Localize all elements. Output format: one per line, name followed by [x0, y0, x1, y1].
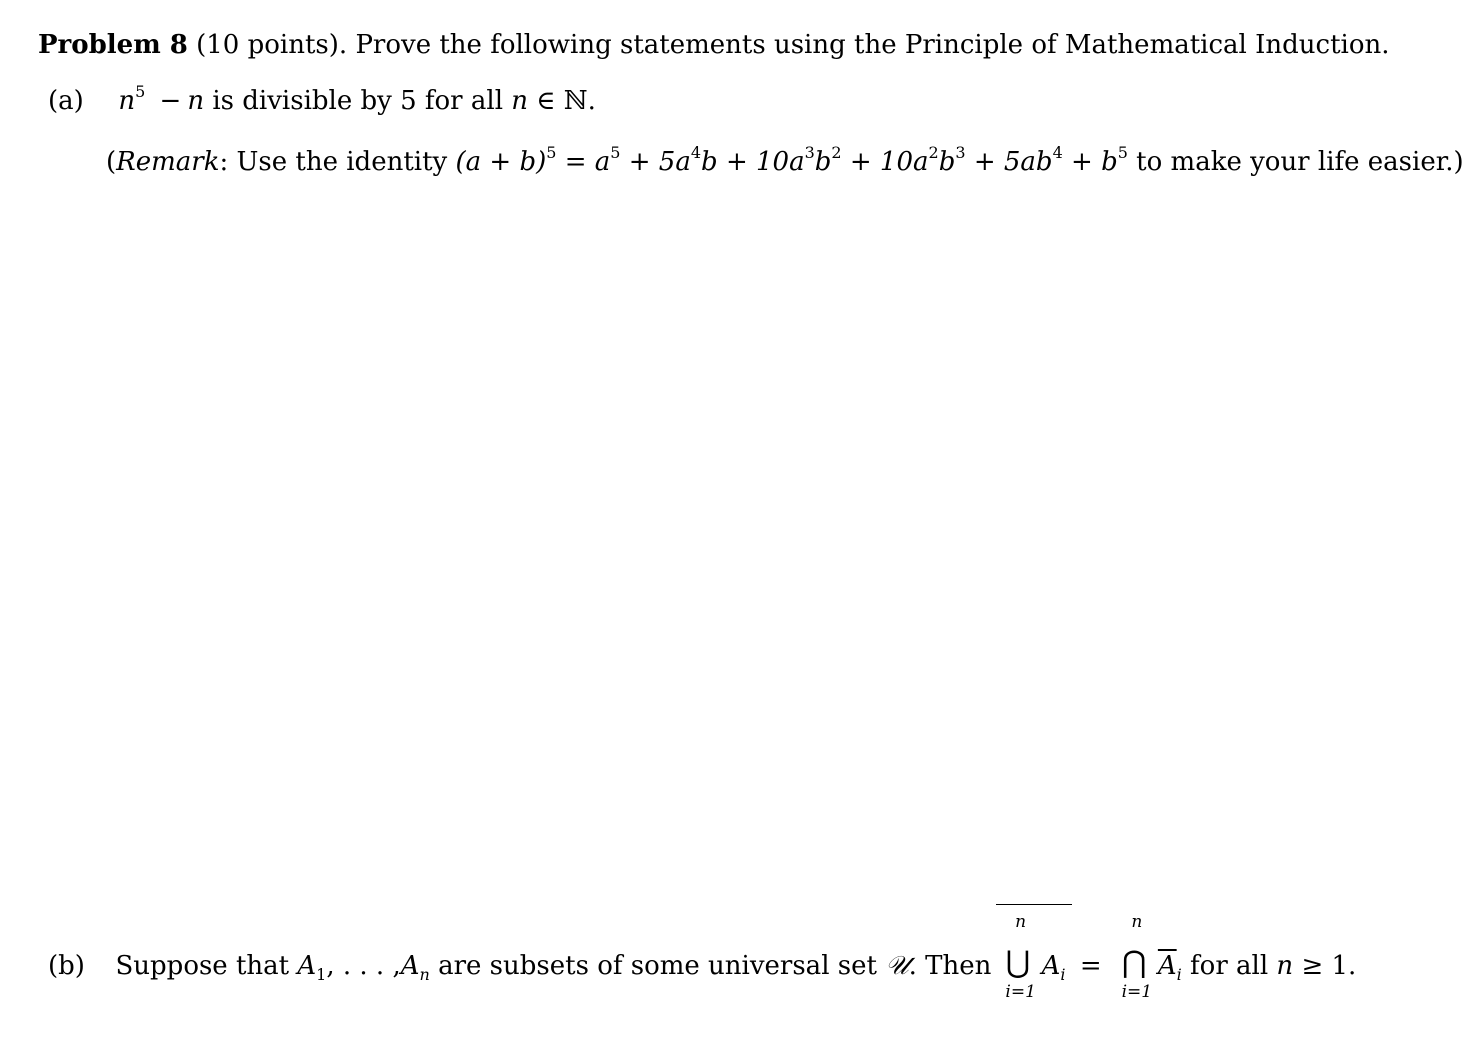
set-A: A — [297, 951, 317, 981]
exponent: 3 — [804, 143, 815, 162]
part-b-text: are subsets of some universal set — [438, 951, 877, 981]
problem-heading — [38, 32, 1390, 58]
part-b-statement — [48, 912, 1357, 1002]
exponent: 2 — [928, 143, 939, 162]
identity-term: b + 10a — [701, 147, 805, 177]
complement-bar — [996, 904, 1072, 905]
geq-one: ≥ 1. — [1301, 951, 1357, 981]
part-b-label: (b) — [48, 951, 85, 981]
identity-term: + b — [1071, 147, 1118, 177]
statement-text: is divisible by 5 for all — [212, 86, 504, 116]
exponent: 5 — [1117, 143, 1128, 162]
big-intersection-operator — [1120, 912, 1154, 1002]
intersection-symbol: ⋂ — [1121, 945, 1147, 980]
universal-set-symbol: 𝒰 — [885, 951, 909, 981]
exponent: 3 — [955, 143, 966, 162]
part-b-text: for all — [1190, 951, 1269, 981]
set-A-complement: $\overline{A}$ — [1157, 951, 1177, 981]
var-n: n — [187, 86, 205, 116]
identity-term: + 10a — [849, 147, 929, 177]
exponent: 5 — [546, 143, 557, 162]
ellipsis: , . . . , — [326, 951, 401, 981]
part-b-text: . Then — [908, 951, 992, 981]
subscript: n — [419, 965, 430, 984]
upper-limit: n — [1131, 912, 1143, 932]
remark-paren: ( — [106, 147, 117, 177]
exponent: 5 — [135, 82, 146, 101]
remark-tail: to make your life easier.) — [1136, 147, 1464, 177]
subscript: i — [1176, 965, 1182, 984]
identity-term: b — [938, 147, 956, 177]
identity-term: a — [594, 147, 611, 177]
var-n: n — [118, 86, 136, 116]
upper-limit: n — [1015, 912, 1027, 932]
part-a-label: (a) — [48, 86, 84, 116]
naturals-symbol: ℕ. — [563, 86, 596, 116]
identity-lhs: (a + b) — [455, 147, 547, 177]
equals-sign: = — [1079, 951, 1102, 981]
set-A: A — [1041, 951, 1061, 981]
part-a-statement — [48, 82, 596, 116]
problem-instruction: Prove the following statements using the Principle of Mathematical Induction. — [355, 30, 1390, 60]
minus-sign: − — [159, 86, 182, 116]
union-symbol: ⋃ — [1005, 945, 1031, 980]
exponent: 4 — [690, 143, 702, 162]
part-a-remark: (Remark: Use the identity $(a + b)^5 = a^5 + 5a^4b + 10a^3b^2 + 10a^2b^3 + 5ab^4 + b^5$ to make your life easier.) — [106, 143, 1464, 177]
subscript: 1 — [316, 965, 327, 984]
problem-title: Problem 8 — [38, 30, 188, 60]
part-b-text: Suppose that — [115, 951, 290, 981]
var-n: n — [511, 86, 529, 116]
big-union-operator — [1004, 912, 1038, 1002]
exponent: 5 — [610, 143, 621, 162]
var-n: n — [1276, 951, 1294, 981]
remark-word: Remark — [116, 147, 220, 177]
complement-of-union — [1000, 912, 1066, 1002]
exponent: 4 — [1052, 143, 1063, 162]
element-of-symbol: ∈ — [536, 86, 556, 116]
identity-term: + 5ab — [973, 147, 1053, 177]
subscript: i — [1060, 965, 1066, 984]
identity-term: + 5a — [628, 147, 691, 177]
problem-points: (10 points). — [196, 30, 348, 60]
exponent: 2 — [831, 143, 842, 162]
lower-limit: i=1 — [1121, 982, 1153, 1002]
lower-limit: i=1 — [1005, 982, 1036, 1002]
remark-lead: : Use the identity — [219, 147, 448, 177]
set-A: A — [400, 951, 420, 981]
identity-term: b — [814, 147, 832, 177]
